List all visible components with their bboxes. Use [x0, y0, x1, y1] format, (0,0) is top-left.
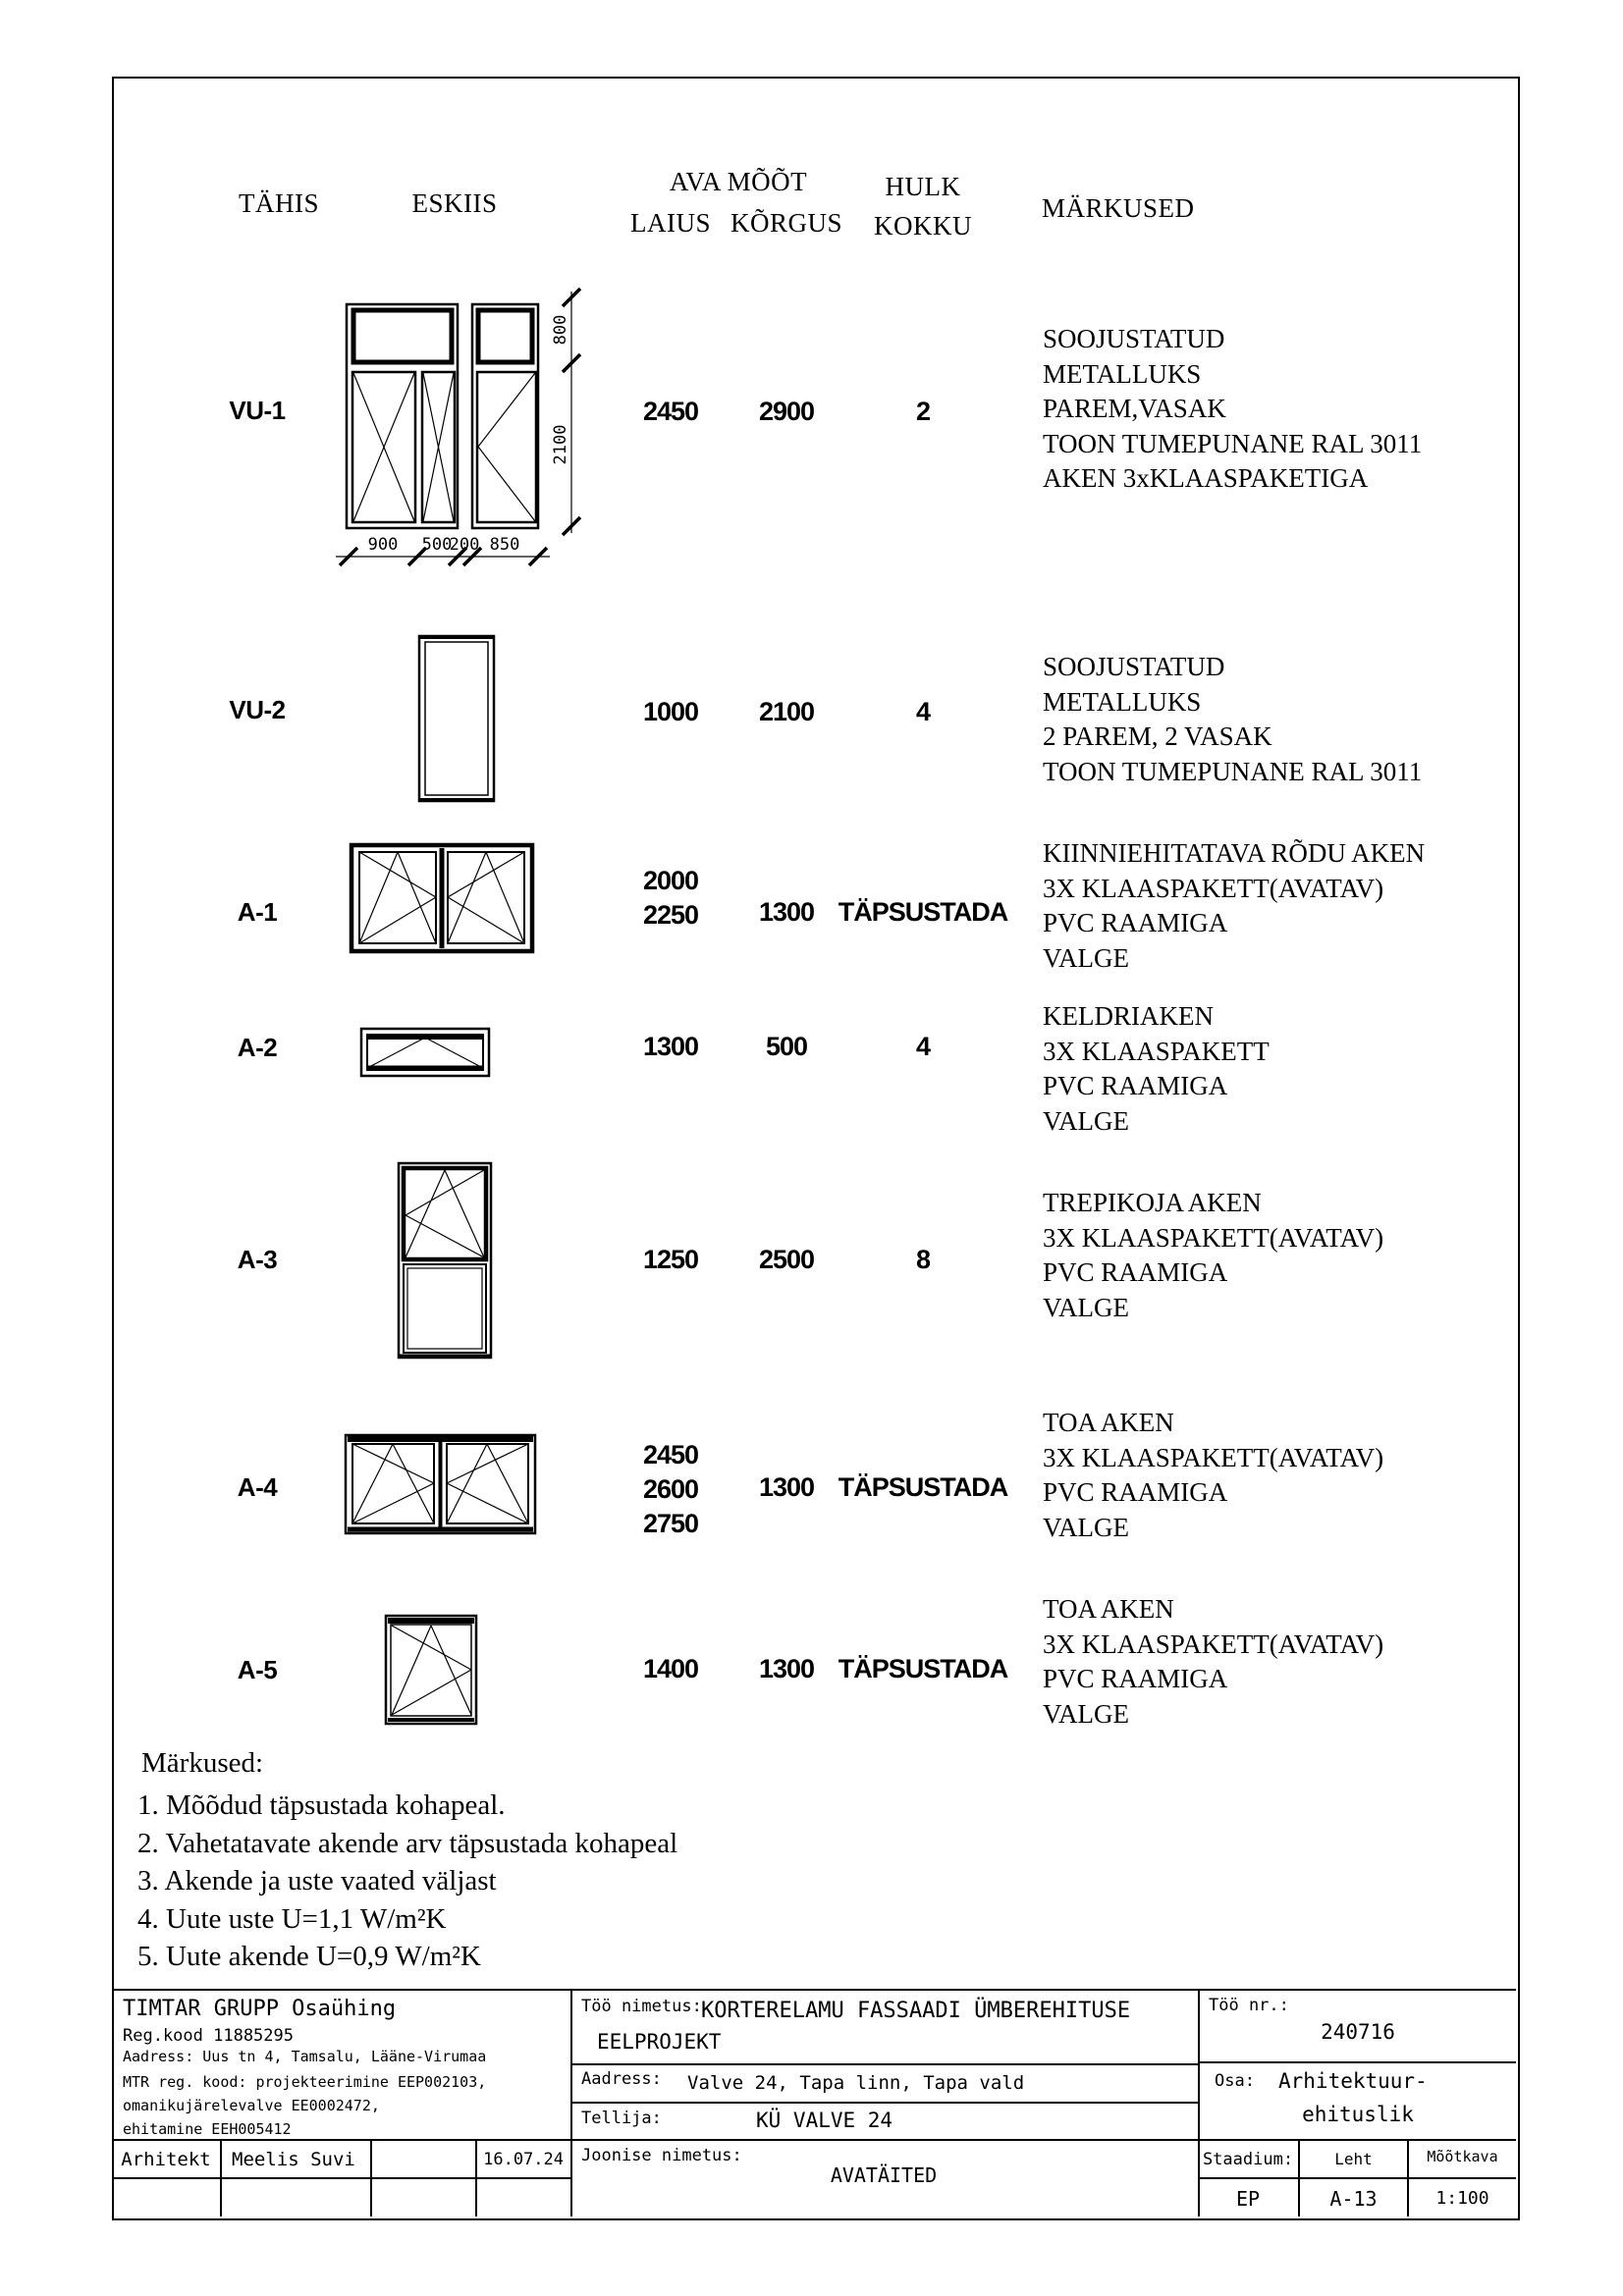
row-vu1-id: VU-1: [229, 396, 286, 425]
scale-value: 1:100: [1435, 2188, 1489, 2209]
row-a5-korgus: 1300: [758, 1654, 815, 1683]
company-name: TIMTAR GRUPP Osaühing: [123, 1997, 397, 2021]
row-a1-remarks: KIINNIEHITATAVA RÕDU AKEN 3X KLAASPAKETT(AVATAV) PVC RAAMIGA VALGE: [1043, 838, 1426, 973]
col-header-markused: MÄRKUSED: [1042, 193, 1195, 223]
address-value: Valve 24, Tapa linn, Tapa vald: [687, 2072, 1025, 2094]
stage-value: EP: [1235, 2187, 1261, 2211]
drawing-name: AVATÄITED: [830, 2163, 938, 2187]
row-a2-remarks: KELDRIAKEN 3X KLAASPAKETT PVC RAAMIGA VALGE: [1043, 1001, 1270, 1136]
row-vu1-remarks: SOOJUSTATUD METALLUKS PAREM,VASAK TOON TUMEPUNANE RAL 3011 AKEN 3xKLAASPAKETIGA: [1043, 324, 1423, 493]
row-a3-id: A-3: [237, 1245, 278, 1274]
stage-label: Staadium:: [1202, 2150, 1294, 2169]
row-a2-korgus: 500: [765, 1032, 808, 1061]
company-mtr2: omanikujärelevalve EE0002472,: [123, 2097, 380, 2114]
row-a3-korgus: 2500: [758, 1245, 815, 1274]
row-a5-id: A-5: [237, 1655, 278, 1684]
col-header-tahis: TÄHIS: [239, 188, 319, 218]
col-header-korgus: KÕRGUS: [730, 208, 843, 238]
titleblock-top-line: [112, 1989, 1516, 1991]
row-a1-korgus: 1300: [758, 897, 815, 927]
sheet-label: Leht: [1334, 2150, 1373, 2168]
row-a4-laius: 2450 2600 2750: [642, 1440, 699, 1538]
notes-list: [137, 1787, 677, 1976]
row-vu2-korgus: 2100: [758, 697, 815, 726]
row-a3-remarks: TREPIKOJA AKEN 3X KLAASPAKETT(AVATAV) PVC RAAMIGA VALGE: [1043, 1188, 1384, 1322]
row-a2-id: A-2: [237, 1033, 278, 1062]
row-a4-sketch: [344, 1431, 538, 1539]
company-reg: Reg.kood 11885295: [123, 2026, 294, 2046]
row-a5-sketch: [384, 1613, 480, 1729]
work-name: KORTERELAMU FASSAADI ÜMBEREHITUSE: [701, 1999, 1131, 2023]
client-value: KÜ VALVE 24: [756, 2109, 893, 2132]
vu1-dim-800: 800: [551, 314, 570, 346]
row-vu1-hulk: 2: [915, 397, 931, 426]
address-label: Aadress:: [581, 2069, 662, 2089]
part-label: Osa:: [1215, 2071, 1255, 2091]
note-item: 1. Mõõdud täpsustada kohapeal.: [137, 1789, 506, 1821]
row-a4-korgus: 1300: [758, 1472, 815, 1502]
work-name-label: Töö nimetus:: [581, 1997, 702, 2016]
col-header-laius: LAIUS: [630, 208, 711, 238]
row-a5-laius: 1400: [642, 1654, 699, 1683]
row-a2-hulk: 4: [915, 1032, 931, 1061]
row-a1-id: A-1: [237, 897, 278, 927]
vu1-dim-500: 500: [421, 535, 453, 555]
note-item: 2. Vahetatavate akende arv täpsustada kohapeal: [137, 1827, 678, 1859]
row-a5-remarks: TOA AKEN 3X KLAASPAKETT(AVATAV) PVC RAAMIGA VALGE: [1043, 1594, 1384, 1729]
signature-date: 16.07.24: [483, 2150, 564, 2169]
row-a4-remarks: TOA AKEN 3X KLAASPAKETT(AVATAV) PVC RAAMIGA VALGE: [1043, 1408, 1384, 1542]
row-a3-hulk: 8: [915, 1245, 931, 1274]
row-vu2-laius: 1000: [642, 697, 699, 726]
notes-title: Märkused:: [141, 1747, 264, 1779]
work-name-line2: EELPROJEKT: [597, 2030, 722, 2054]
row-vu2-hulk: 4: [915, 697, 931, 726]
row-a1-sketch: [349, 840, 535, 956]
signature-name: Meelis Suvi: [232, 2149, 355, 2170]
client-label: Tellija:: [581, 2109, 662, 2128]
part-value-line2: ehituslik: [1302, 2103, 1414, 2126]
work-no: 240716: [1321, 2020, 1395, 2044]
col-header-eskiis: ESKIIS: [411, 188, 498, 218]
col-header-hulk: HULK: [885, 172, 961, 201]
row-a3-sketch: [396, 1159, 496, 1363]
row-a2-laius: 1300: [642, 1032, 699, 1061]
part-value-line1: Arhitektuur-: [1278, 2069, 1428, 2093]
row-a4-hulk: TÄPSUSTADA: [838, 1472, 1008, 1502]
vu1-dim-2100: 2100: [551, 424, 570, 465]
col-header-ava-moot: AVA MÕÕT: [669, 167, 808, 196]
row-a4-id: A-4: [237, 1472, 278, 1502]
note-item: 3. Akende ja uste vaated väljast: [137, 1865, 497, 1896]
row-a1-hulk: TÄPSUSTADA: [838, 897, 1008, 927]
row-vu1-korgus: 2900: [758, 397, 815, 426]
note-item: 4. Uute uste U=1,1 W/m²K: [137, 1902, 447, 1935]
signature-role: Arhitekt: [121, 2149, 211, 2170]
sheet-value: A-13: [1329, 2187, 1378, 2211]
company-address: Aadress: Uus tn 4, Tamsalu, Lääne-Virumaa: [123, 2048, 487, 2065]
row-vu2-sketch: [416, 632, 501, 805]
company-mtr1: MTR reg. kood: projekteerimine EEP002103,: [123, 2073, 487, 2091]
vu1-dim-900: 900: [367, 535, 399, 555]
row-vu2-id: VU-2: [229, 695, 286, 724]
row-vu1-sketch: [340, 288, 587, 574]
row-vu1-laius: 2450: [642, 397, 699, 426]
company-mtr3: ehitamine EEH005412: [123, 2120, 292, 2138]
row-a5-hulk: TÄPSUSTADA: [838, 1654, 1008, 1683]
vu1-dim-200: 200: [449, 535, 480, 555]
scale-label: Mõõtkava: [1427, 2148, 1498, 2165]
note-item: 5. Uute akende U=0,9 W/m²K: [137, 1941, 481, 1972]
work-no-label: Töö nr.:: [1209, 1996, 1289, 2015]
vu1-dim-850: 850: [489, 535, 520, 555]
row-a2-sketch: [359, 1027, 495, 1082]
col-header-kokku: KOKKU: [874, 211, 972, 240]
drawing-name-label: Joonise nimetus:: [581, 2146, 742, 2165]
row-vu2-remarks: SOOJUSTATUD METALLUKS 2 PAREM, 2 VASAK TOON TUMEPUNANE RAL 3011: [1043, 652, 1423, 786]
row-a3-laius: 1250: [642, 1245, 699, 1274]
row-a1-laius: 2000 2250: [642, 866, 699, 930]
